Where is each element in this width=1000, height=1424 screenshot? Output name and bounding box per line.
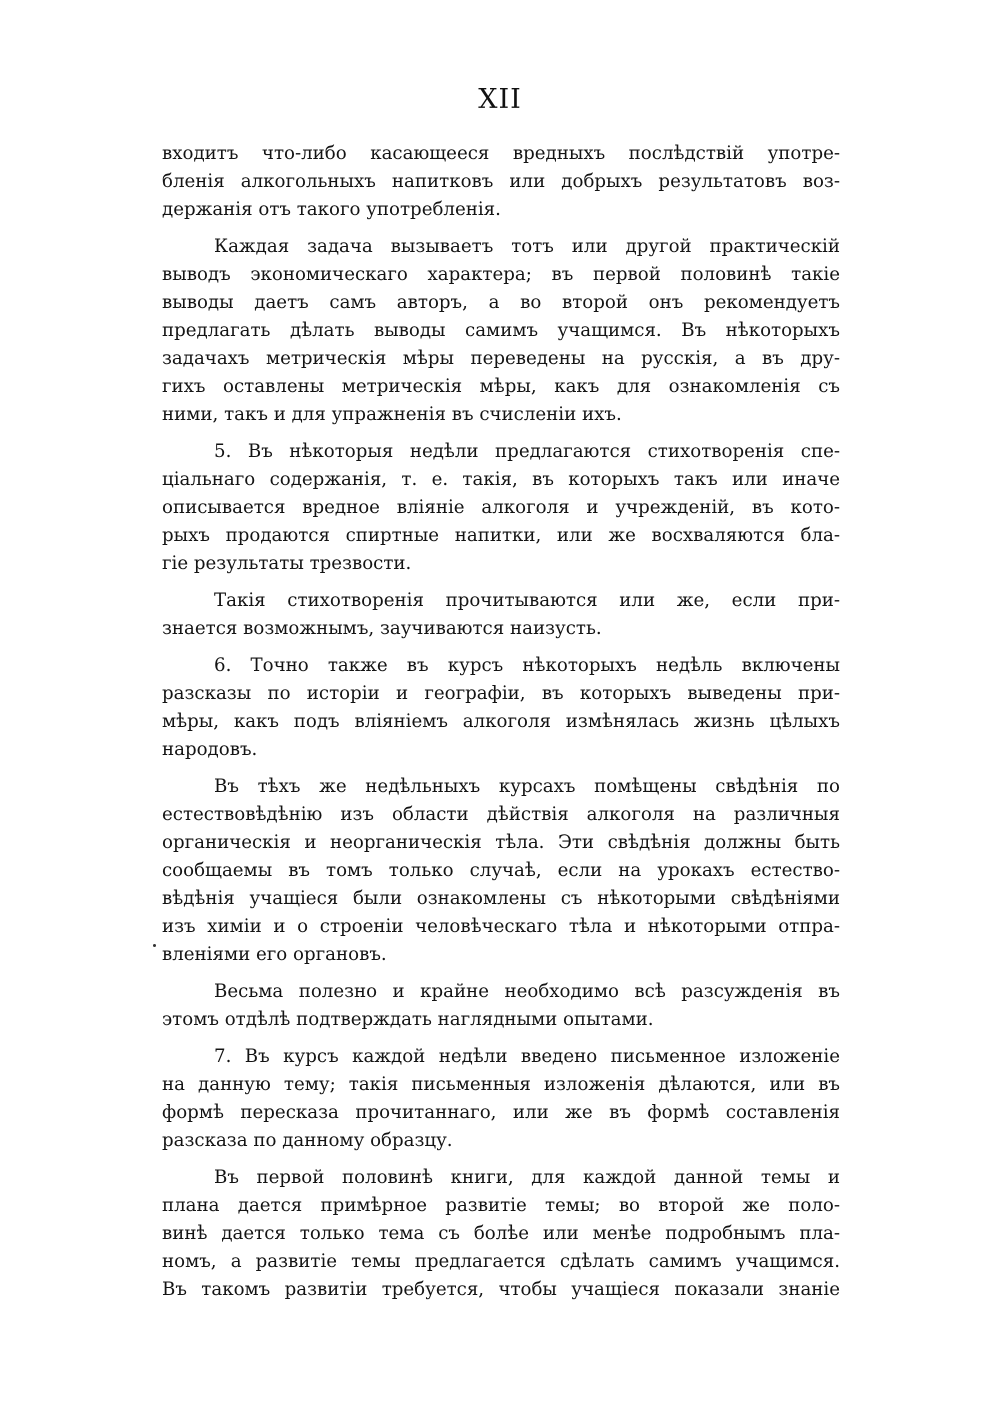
text-line: винѣ дается только тема съ болѣе или менѣе подробнымъ пла- (162, 1223, 840, 1244)
text-line: 5. Въ нѣкоторыя недѣли предлагаются стихотворенія спе- (214, 441, 840, 462)
text-line: плана дается примѣрное развитіе темы; во второй же поло- (162, 1195, 840, 1216)
text-line: сообщаемы въ томъ только случаѣ, если на урокахъ естество- (162, 860, 840, 881)
text-line: описывается вредное вліяніе алкоголя и учрежденій, въ кото- (162, 497, 840, 518)
text-line: Такія стихотворенія прочитываются или же, если при- (214, 590, 840, 611)
text-line: Въ тѣхъ же недѣльныхъ курсахъ помѣщены свѣдѣнія по (214, 776, 840, 797)
text-line: разсказа по данному образцу. (162, 1130, 453, 1151)
page-number: XII (478, 84, 522, 115)
text-line: органическія и неорганическія тѣла. Эти свѣдѣнія должны быть (162, 832, 840, 853)
text-line: на данную тему; такія письменныя изложенія дѣлаются, или въ (162, 1074, 840, 1095)
text-line: ціальнаго содержанія, т. е. такія, въ которыхъ такъ или иначе (162, 469, 840, 490)
paragraph (162, 773, 840, 969)
text-line: Каждая задача вызываетъ тотъ или другой практическій (214, 236, 840, 257)
text-line: задачахъ метрическія мѣры переведены на русскія, а въ дру- (162, 348, 840, 369)
text-line: мѣры, какъ подъ вліяніемъ алкоголя измѣнялась жизнь цѣлыхъ (162, 711, 840, 732)
text-line: держанія отъ такого употребленія. (162, 199, 501, 220)
text-line: бленія алкогольныхъ напитковъ или добрыхъ результатовъ воз- (162, 171, 840, 192)
paragraph (162, 438, 840, 578)
paragraph (162, 1043, 840, 1155)
text-line: Весьма полезно и крайне необходимо всѣ разсужденія въ (214, 981, 840, 1002)
body-text (162, 140, 840, 1304)
text-line: народовъ. (162, 739, 258, 760)
text-line: Въ такомъ развитіи требуется, чтобы учащіеся показали знаніе (162, 1279, 840, 1300)
scan-speck (153, 944, 156, 947)
text-line: разсказы по исторіи и географіи, въ которыхъ выведены при- (162, 683, 840, 704)
text-line: Въ первой половинѣ книги, для каждой данной темы и (214, 1167, 840, 1188)
text-line: выводъ экономическаго характера; въ первой половинѣ такіе (162, 264, 840, 285)
text-line: входитъ что-либо касающееся вредныхъ послѣдствій употре- (162, 143, 840, 164)
paragraph (162, 233, 840, 429)
text-line: изъ химіи и о строеніи человѣческаго тѣла и нѣкоторыми отпра- (162, 916, 840, 937)
text-line: формѣ пересказа прочитаннаго, или же въ формѣ составленія (162, 1102, 840, 1123)
text-line: предлагать дѣлать выводы самимъ учащимся. Въ нѣкоторыхъ (162, 320, 840, 341)
text-line: ними, такъ и для упражненія въ счисленіи ихъ. (162, 404, 622, 425)
text-line: естествовѣдѣнію изъ области дѣйствія алкоголя на различныя (162, 804, 840, 825)
text-line: знается возможнымъ, заучиваются наизусть. (162, 618, 602, 639)
text-line: гіе результаты трезвости. (162, 553, 412, 574)
paragraph (162, 978, 840, 1034)
text-line: 7. Въ курсъ каждой недѣли введено письменное изложеніе (214, 1046, 840, 1067)
paragraph (162, 587, 840, 643)
text-line: 6. Точно также въ курсъ нѣкоторыхъ недѣль включены (214, 655, 840, 676)
text-line: вѣдѣнія учащіеся были ознакомлены съ нѣкоторыми свѣдѣніями (162, 888, 840, 909)
text-line: гихъ оставлены метрическія мѣры, какъ для ознакомленія съ (162, 376, 840, 397)
paragraph (162, 1164, 840, 1304)
text-line: рыхъ продаются спиртные напитки, или же восхваляются бла- (162, 525, 840, 546)
paragraph (162, 140, 840, 224)
text-line: этомъ отдѣлѣ подтверждать наглядными опытами. (162, 1009, 654, 1030)
text-line: номъ, а развитіе темы предлагается сдѣлать самимъ учащимся. (162, 1251, 840, 1272)
text-line: вленіями его органовъ. (162, 944, 387, 965)
paragraph (162, 652, 840, 764)
text-line: выводы даетъ самъ авторъ, а во второй онъ рекомендуетъ (162, 292, 840, 313)
